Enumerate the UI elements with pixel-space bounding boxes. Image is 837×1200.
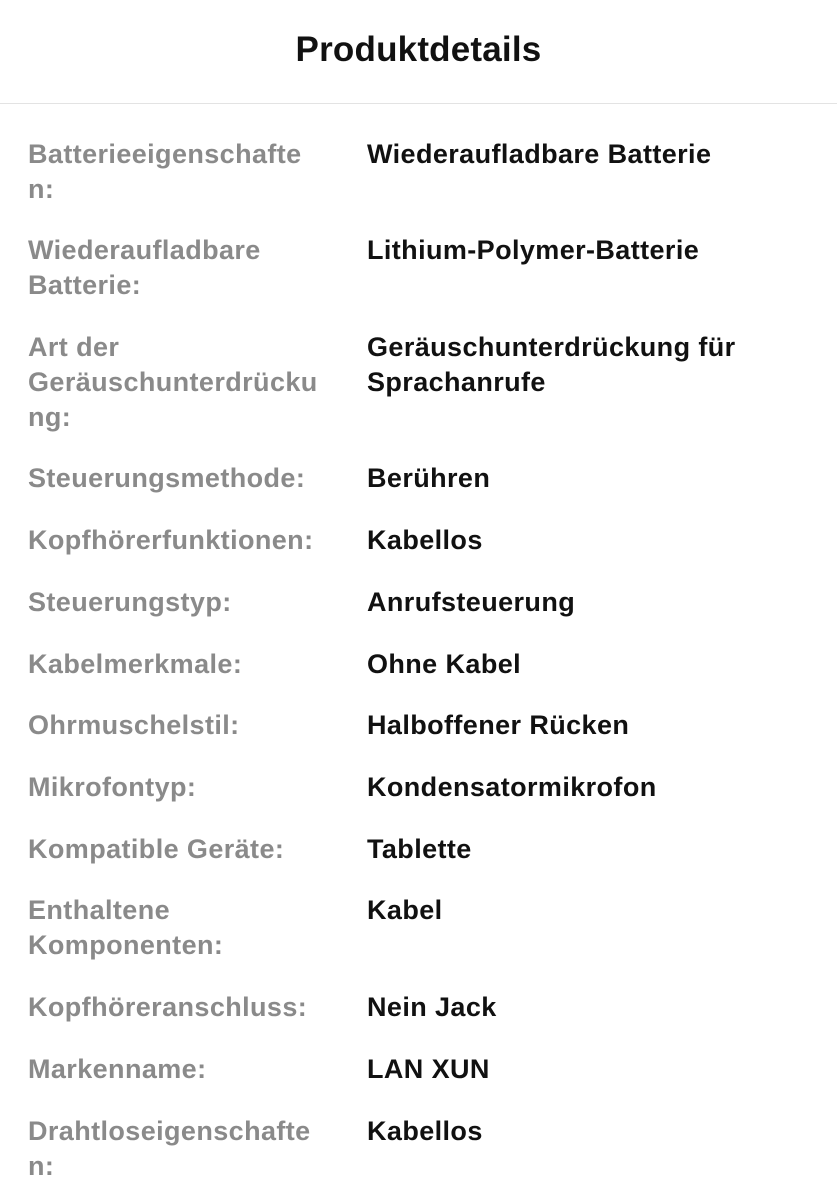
detail-label: Mikrofontyp:	[28, 772, 197, 802]
detail-label: Kopfhöreranschluss:	[28, 992, 308, 1022]
detail-label: Enthaltene Komponenten:	[28, 895, 224, 960]
detail-value: Tablette	[367, 834, 472, 864]
detail-label: Art der Geräuschunterdrücku ng:	[28, 332, 318, 432]
page-title: Produktdetails	[295, 30, 542, 69]
detail-value: Lithium-Polymer-Batterie	[367, 235, 700, 265]
detail-value: LAN XUN	[367, 1054, 490, 1084]
detail-label: Steuerungsmethode:	[28, 463, 306, 493]
detail-label: Kabelmerkmale:	[28, 649, 243, 679]
detail-value: Kabellos	[367, 525, 483, 555]
detail-value: Geräuschunterdrückung für Sprachanrufe	[367, 332, 736, 397]
detail-value: Anrufsteuerung	[367, 587, 576, 617]
detail-label: Wiederaufladbare Batterie:	[28, 235, 261, 300]
detail-value: Nein Jack	[367, 992, 497, 1022]
detail-value: Kabellos	[367, 1116, 483, 1146]
detail-label: Batterieeigenschafte n:	[28, 139, 302, 204]
detail-label: Steuerungstyp:	[28, 587, 232, 617]
detail-value: Wiederaufladbare Batterie	[367, 139, 712, 169]
detail-label: Kopfhörerfunktionen:	[28, 525, 314, 555]
page-header	[0, 0, 837, 104]
detail-label: Markenname:	[28, 1054, 207, 1084]
detail-value: Berühren	[367, 463, 491, 493]
detail-value: Ohne Kabel	[367, 649, 522, 679]
detail-value: Kabel	[367, 895, 443, 925]
detail-label: Kompatible Geräte:	[28, 834, 285, 864]
detail-value: Halboffener Rücken	[367, 710, 630, 740]
detail-value: Kondensatormikrofon	[367, 772, 657, 802]
detail-label: Drahtloseigenschafte n:	[28, 1116, 311, 1181]
detail-label: Ohrmuschelstil:	[28, 710, 240, 740]
